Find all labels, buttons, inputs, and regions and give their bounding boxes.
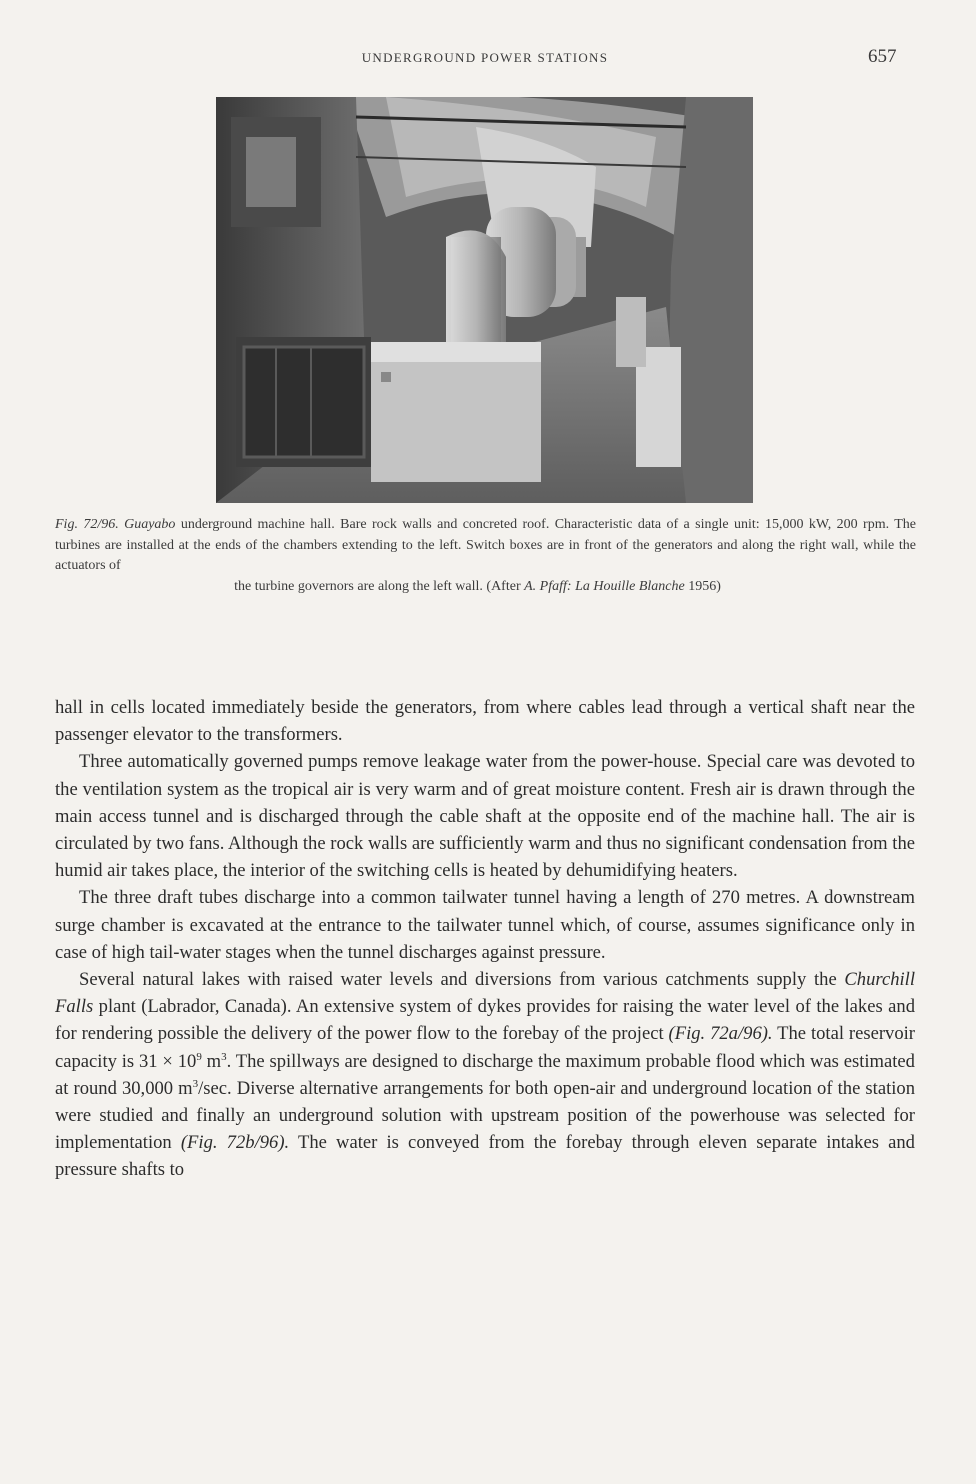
caption-author: A. Pfaff: (524, 578, 572, 594)
paragraph-4: Several natural lakes with raised water levels and diversions from various catchments supply the Churchill Falls plant (Labrador, Canada). An extensive system of dykes provides for raising the water level of the lakes and for rendering possible the delivery of the power flow to the forebay of the project (Fig. 72a/96). The total reservoir capacity is $31 \times 10^9$ $m^3$. The spillways are designed to discharge the maximum probable flood which was estimated at round 30,000 $m^3/\sec$. Diverse alternative arrangements for both open-air and underground location of the station were studied and finally an underground solution with upstream position of the powerhouse was selected for implementation (Fig. 72b/96). The water is conveyed from the forebay through eleven separate intakes and pressure shafts to (55, 969, 915, 1181)
exponent-9: 9 (196, 1050, 202, 1063)
caption-year: 1956) (684, 578, 721, 594)
caption-text: underground machine hall. Bare rock walls and concreted roof. Characteristic data of a single unit: 15,000 kW, 200 rpm. The turbines are installed at the ends of the chambers extending to the left. Switch boxes are in front of the generators and along the right wall, while the actuators of (55, 517, 917, 573)
exponent-3b: 3 (192, 1077, 199, 1090)
figure-ref-72a: (Fig. 72a/96). (668, 1023, 773, 1045)
body-text (55, 694, 915, 1184)
caption-last-line: the turbine governors are along the left wall. (After A. Pfaff: La Houille Blanche 1956) (234, 578, 721, 594)
running-title: UNDERGROUND POWER STATIONS (361, 50, 609, 65)
paragraph-3: The three draft tubes discharge into a common tailwater tunnel having a length of 270 metres. A downstream surge chamber is excavated at the entrance to the tailwater tunnel which, of course, assumes significance only in case of high tail-water stages when the tunnel discharges against pressure. (55, 887, 915, 963)
caption-journal: La Houille Blanche (571, 578, 685, 594)
paragraph-1: hall in cells located immediately beside the generators, from where cables lead through a vertical shaft near the passenger elevator to the transformers. (55, 697, 915, 746)
figure-caption (55, 515, 916, 597)
caption-figure-label: Fig. 72/96. (55, 517, 119, 532)
machine-hall-photograph (216, 97, 753, 503)
photo-illustration (216, 97, 753, 503)
plant-name: Churchill Falls (55, 969, 915, 1018)
paragraph-2: Three automatically governed pumps remove leakage water from the power-house. Special care was devoted to the ventilation system as the tropical air is very warm and of great moisture content. Fresh air is drawn through the main access tunnel and is discharged through the cable shaft at the opposite end of the machine hall. The air is circulated by two fans. Although the rock walls are sufficiently warm and thus no significant condensation from the humid air takes place, the interior of the switching cells is heated by dehumidifying heaters. (55, 751, 915, 882)
exponent-3: 3 (221, 1050, 227, 1063)
caption-place: Guayabo (124, 517, 176, 532)
page-number: 657 (868, 46, 897, 67)
figure-ref-72b: (Fig. 72b/96). (180, 1132, 290, 1154)
